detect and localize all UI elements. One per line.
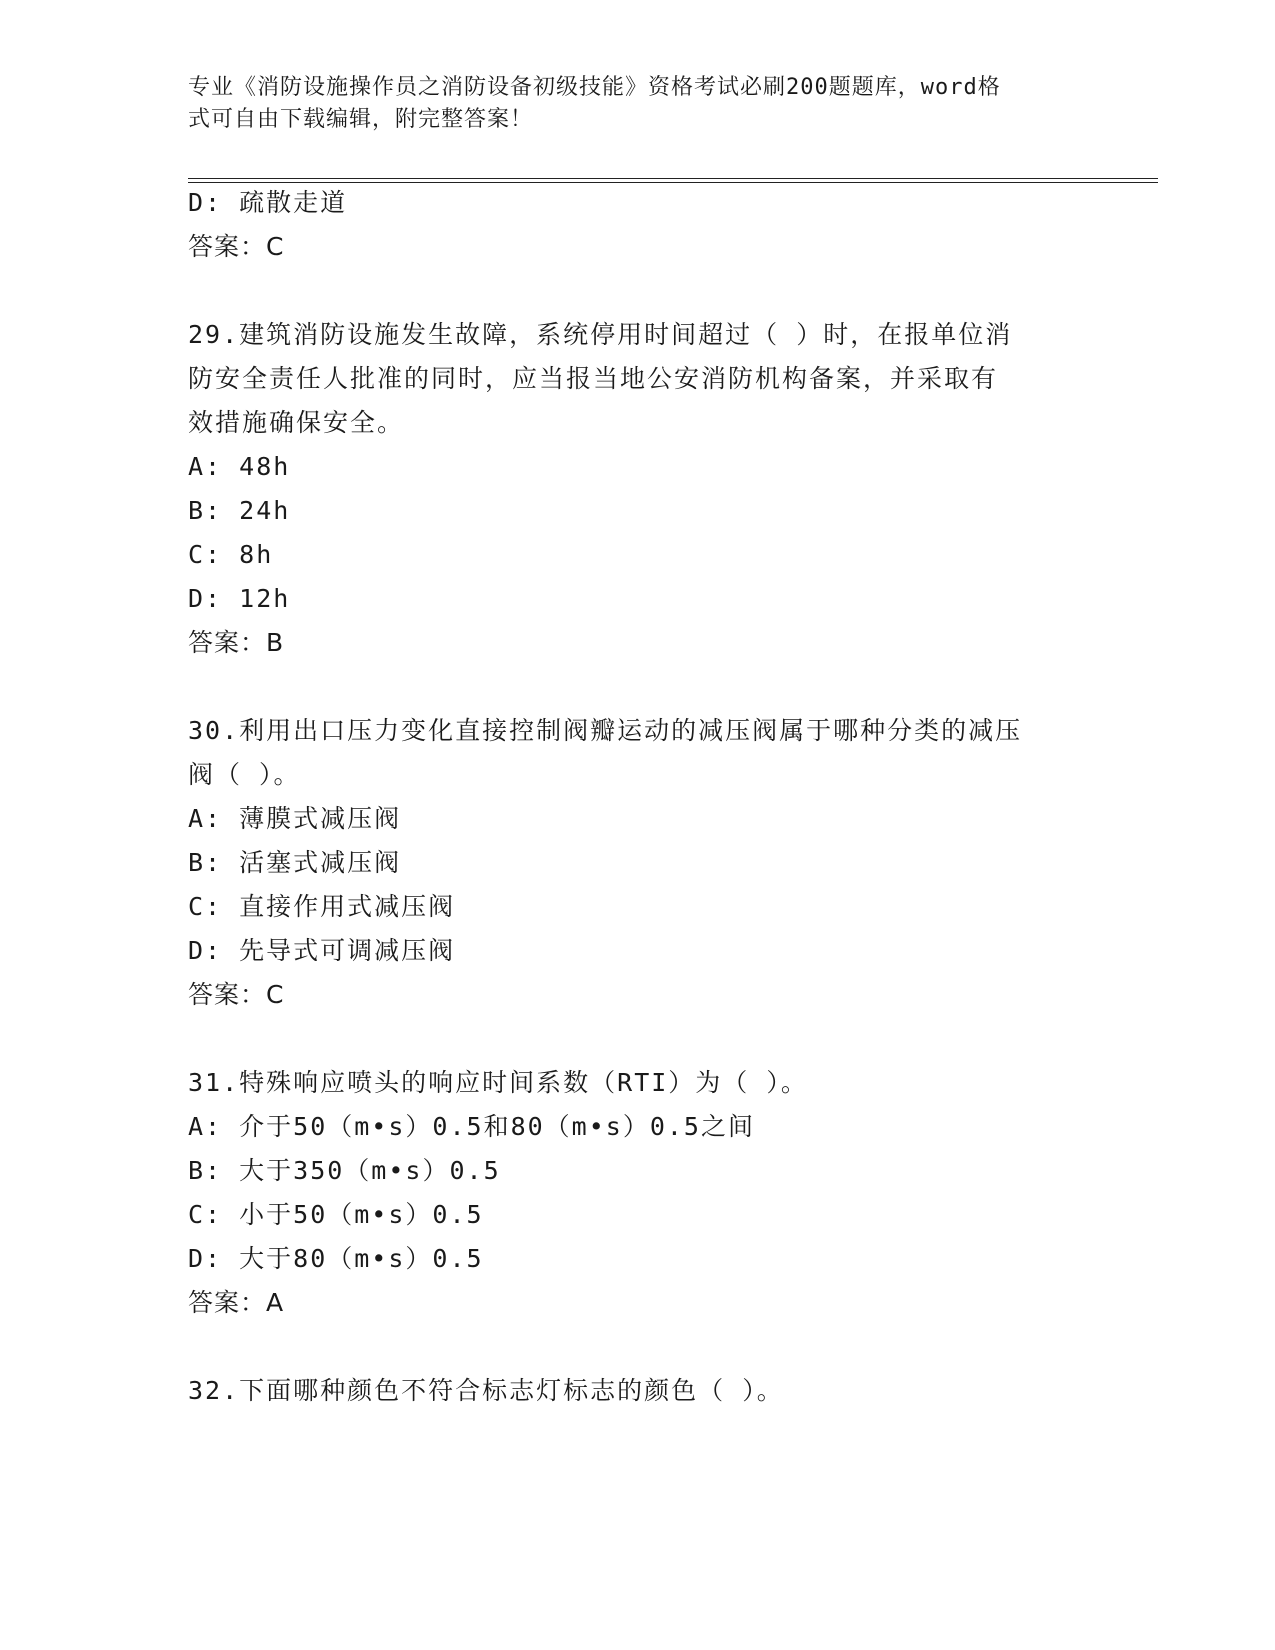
q31-option-d: D: 大于80（m•s）0.5 [188,1244,484,1273]
q31-option-b: B: 大于350（m•s）0.5 [188,1156,501,1185]
q29-option-c: C: 8h [188,540,274,569]
q30-stem-line-2: 阀（ ）。 [188,760,301,789]
q29-option-a: A: 48h [188,452,291,481]
q30-option-b: B: 活塞式减压阀 [188,848,402,877]
q32-stem-line-1: 32.下面哪种颜色不符合标志灯标志的颜色（ ）。 [188,1376,784,1405]
q31-answer: 答案：A [188,1288,285,1317]
q31-stem-line-1: 31.特殊响应喷头的响应时间系数（RTI）为（ ）。 [188,1068,808,1097]
header-divider [188,178,1158,183]
q30-stem-line-1: 30.利用出口压力变化直接控制阀瓣运动的减压阀属于哪种分类的减压 [188,716,1023,745]
q29-stem-line-3: 效措施确保安全。 [188,408,405,437]
q30-option-d: D: 先导式可调减压阀 [188,936,456,965]
prev-question-option-d: D: 疏散走道 [188,188,348,217]
q29-option-b: B: 24h [188,496,291,525]
q29-stem-line-2: 防安全责任人批准的同时，应当报当地公安消防机构备案，并采取有 [188,364,999,393]
q29-answer: 答案：B [188,628,285,657]
q30-answer: 答案：C [188,980,285,1009]
document-header [188,72,1088,136]
q29-stem-line-1: 29.建筑消防设施发生故障，系统停用时间超过（ ）时，在报单位消 [188,320,1013,349]
q31-option-c: C: 小于50（m•s）0.5 [188,1200,484,1229]
header-title-line-2: 式可自由下载编辑，附完整答案！ [188,107,534,132]
prev-question-answer: 答案：C [188,232,285,261]
q29-option-d: D: 12h [188,584,291,613]
q30-option-c: C: 直接作用式减压阀 [188,892,456,921]
q30-option-a: A: 薄膜式减压阀 [188,804,402,833]
q31-option-a: A: 介于50（m•s）0.5和80（m•s）0.5之间 [188,1112,755,1141]
header-title-line-1: 专业《消防设施操作员之消防设备初级技能》资格考试必刷200题题库，word格 [188,75,1001,100]
